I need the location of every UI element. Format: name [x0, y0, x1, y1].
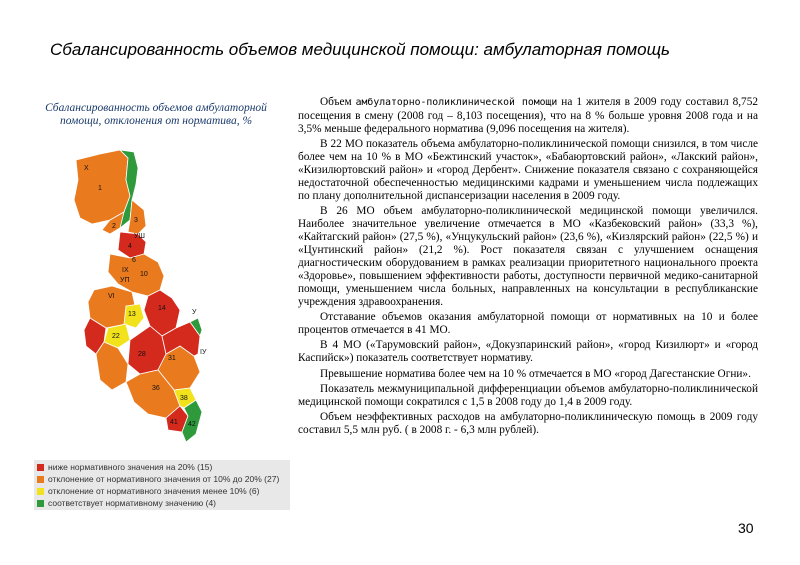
dagestan-map [40, 150, 272, 450]
legend-swatch-yellow [37, 488, 44, 495]
page-number: 30 [738, 520, 754, 536]
map-label-31: 31 [168, 355, 176, 362]
map-label-vi: VI [108, 293, 115, 300]
map-label-v: У [192, 309, 197, 316]
map-label-22: 22 [112, 333, 120, 340]
map-label-28: 28 [138, 351, 146, 358]
map-label-3: 3 [134, 217, 138, 224]
paragraph-1-start: Объем [320, 96, 356, 108]
paragraph-2: В 22 МО показатель объема амбулаторно-поликлинической помощи снизился, в том числе более чем на 10 % в МО «Бежтинский участок», «Бабаюртовский район», «Лакский район», «Кизилюртовский район» и «город Дербент». Снижение показателя связано с сохраняющейся недостаточной обеспеченностью медицинскими кадрами и уменьшением числа подлежащих по плану дополнительной диспансеризации населения в 2009 году. [298, 138, 758, 202]
paragraph-1-end: на 1 жителя в 2009 году составил 8,752 посещения в смену (2008 год – 8,103 посещения), что на 8 % больше уровня 2008 года и на 3,5% меньше федерального норматива (9,096 посещения на жителя). [298, 96, 758, 135]
legend-swatch-orange [37, 476, 44, 483]
map-label-x: X [84, 165, 89, 172]
paragraph-8: Объем неэффективных расходов на амбулаторно-поликлиническую помощь в 2009 году составил 5,5 млн руб. ( в 2008 г. - 6,3 млн рублей). [298, 411, 758, 437]
paragraph-5: В 4 МО («Тарумовский район», «Докузпаринский район», «город Кизилюрт» и «город Каспийск») показатель соответствует нормативу. [298, 339, 758, 365]
body-text [298, 96, 758, 440]
legend-label: отклонение от нормативного значения менее 10% (6) [48, 486, 260, 496]
legend-item-orange [37, 473, 287, 485]
map-label-up: УП [120, 277, 130, 284]
map-region-1 [74, 150, 130, 224]
map-label-36: 36 [152, 385, 160, 392]
legend-label: соответствует нормативному значению (4) [48, 498, 217, 508]
map-label-2: 2 [112, 223, 116, 230]
slide-title: Сбалансированность объемов медицинской помощи: амбулаторная помощь [50, 40, 671, 59]
paragraph-4: Отставание объемов оказания амбулаторной помощи от нормативных на 10 и более процентов отмечается в 41 МО. [298, 311, 758, 336]
paragraph-1 [298, 96, 758, 136]
paragraph-7: Показатель межмуниципальной дифференциации объемов амбулаторно-поликлинической медицинской помощи сократился с 1,5 в 2008 году до 1,4 в 2009 году. [298, 383, 758, 408]
paragraph-3: В 26 МО объем амбулаторно-поликлинической медицинской помощи увеличился. Наиболее значительное увеличение отмечается в МО «Казбековский район» (33,3 %), «Кайтагский район» (27,5 %), «Унцукульский район» (23,6 %), «Кизлярский район» (22,5 %) и «Цунтинский район» (21,2 %). Рост показателя связан с улучшением оснащения диагностическим оборудованием в рамках реализации приоритетного национального проекта «Здоровье», повышением эффективности работы, доступности первичной медико-санитарной помощи, уменьшением числа больных, направленных на консультации в республиканские учреждения здравоохранения. [298, 205, 758, 308]
map-label-38: 38 [180, 395, 188, 402]
legend-item-yellow [37, 485, 287, 497]
map-region-sw [96, 342, 128, 390]
map-label-14: 14 [158, 305, 166, 312]
map-caption: Сбалансированность объемов амбулаторной помощи, отклонения от норматива, % [45, 102, 267, 127]
map-label-ush: УШ [134, 233, 145, 240]
legend-label: отклонение от нормативного значения от 10% до 20% (27) [48, 474, 280, 484]
map-label-42: 42 [188, 421, 196, 428]
legend-swatch-green [37, 500, 44, 507]
map-label-13: 13 [128, 311, 136, 318]
legend-label: ниже нормативного значения на 20% (15) [48, 462, 213, 472]
map-legend [34, 460, 290, 510]
map-label-4: 4 [128, 243, 132, 250]
map-label-1: 1 [98, 185, 102, 192]
paragraph-6: Превышение норматива более чем на 10 % отмечается в МО «город Дагестанские Огни». [320, 367, 751, 380]
map-label-10: 10 [140, 271, 148, 278]
legend-item-red [37, 461, 287, 473]
paragraph-1-highlight: амбулаторно-поликлинической помощи [355, 97, 558, 108]
map-label-41: 41 [170, 419, 178, 426]
legend-item-green [37, 497, 287, 509]
legend-swatch-red [37, 464, 44, 471]
map-label-6: 6 [132, 257, 136, 264]
map-label-iu: IУ [200, 349, 207, 356]
map-label-ix: IX [122, 267, 129, 274]
